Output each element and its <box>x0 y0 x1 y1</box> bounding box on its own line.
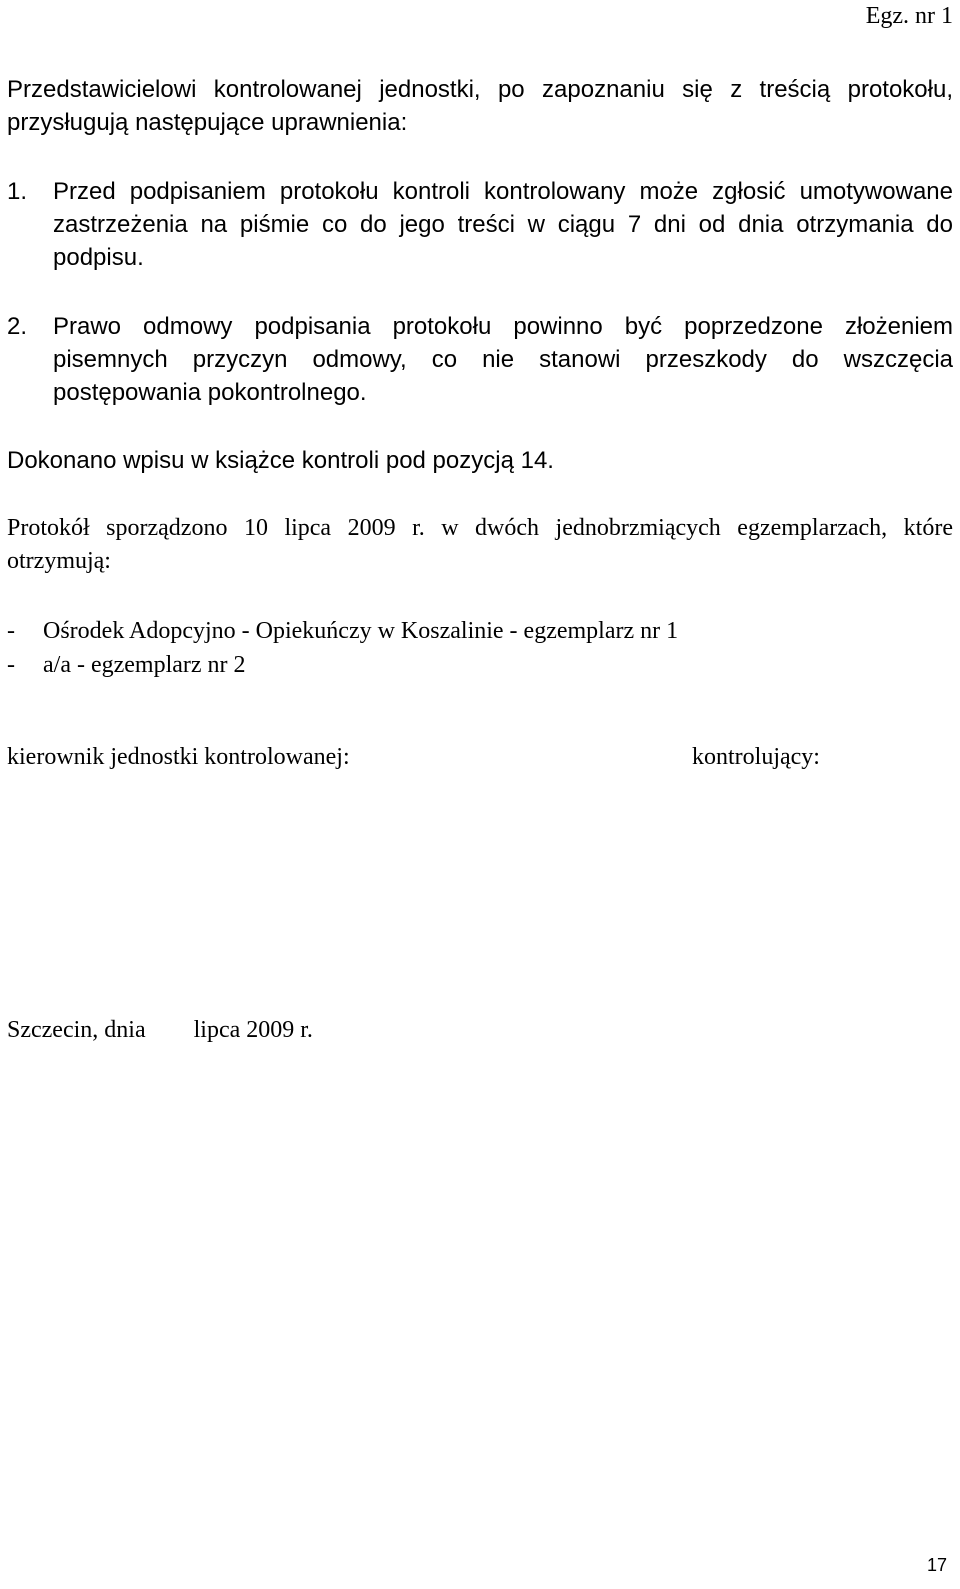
list-dash: - <box>7 618 15 644</box>
distribution-text: a/a - egzemplarz nr 2 <box>43 652 246 678</box>
right-item-text: Przed podpisaniem protokołu kontroli kontrolowany może zgłosić umotywowane zastrzeżenia na piśmie co do jego treści w ciągu 7 dni od dnia otrzymania do podpisu. <box>53 178 953 271</box>
right-item-1 <box>7 175 953 274</box>
distribution-text: Ośrodek Adopcyjno - Opiekuńczy w Koszalinie - egzemplarz nr 1 <box>43 618 679 644</box>
list-dash: - <box>7 652 15 678</box>
right-item-text: Prawo odmowy podpisania protokołu powinno być poprzedzone złożeniem pisemnych przyczyn odmowy, co nie stanowi przeszkody do wszczęcia postępowania pokontrolnego. <box>53 313 953 406</box>
right-item-number: 2. <box>7 313 28 340</box>
distribution-list <box>7 614 953 682</box>
page-number: 17 <box>926 1555 947 1575</box>
date-label: lipca 2009 r. <box>193 1017 313 1043</box>
distribution-item <box>7 648 953 682</box>
protocol-note: Protokół sporządzono 10 lipca 2009 r. w dwóch jednobrzmiących egzemplarzach, które otrzymują: <box>7 515 953 574</box>
signature-label-inspector: kontrolujący: <box>692 744 820 770</box>
place-date-line <box>7 1013 313 1047</box>
right-item-2 <box>7 310 953 409</box>
place-label: Szczecin, dnia <box>7 1017 146 1043</box>
signature-label-unit-head: kierownik jednostki kontrolowanej: <box>7 744 350 770</box>
distribution-item <box>7 614 953 648</box>
intro-paragraph: Przedstawicielowi kontrolowanej jednostki, po zapoznaniu się z treścią protokołu, przysługują następujące uprawnienia: <box>7 76 953 136</box>
right-item-number: 1. <box>7 178 28 205</box>
copy-number: Egz. nr 1 <box>865 3 953 29</box>
entry-note: Dokonano wpisu w książce kontroli pod pozycją 14. <box>7 447 554 474</box>
signature-block <box>7 740 953 774</box>
